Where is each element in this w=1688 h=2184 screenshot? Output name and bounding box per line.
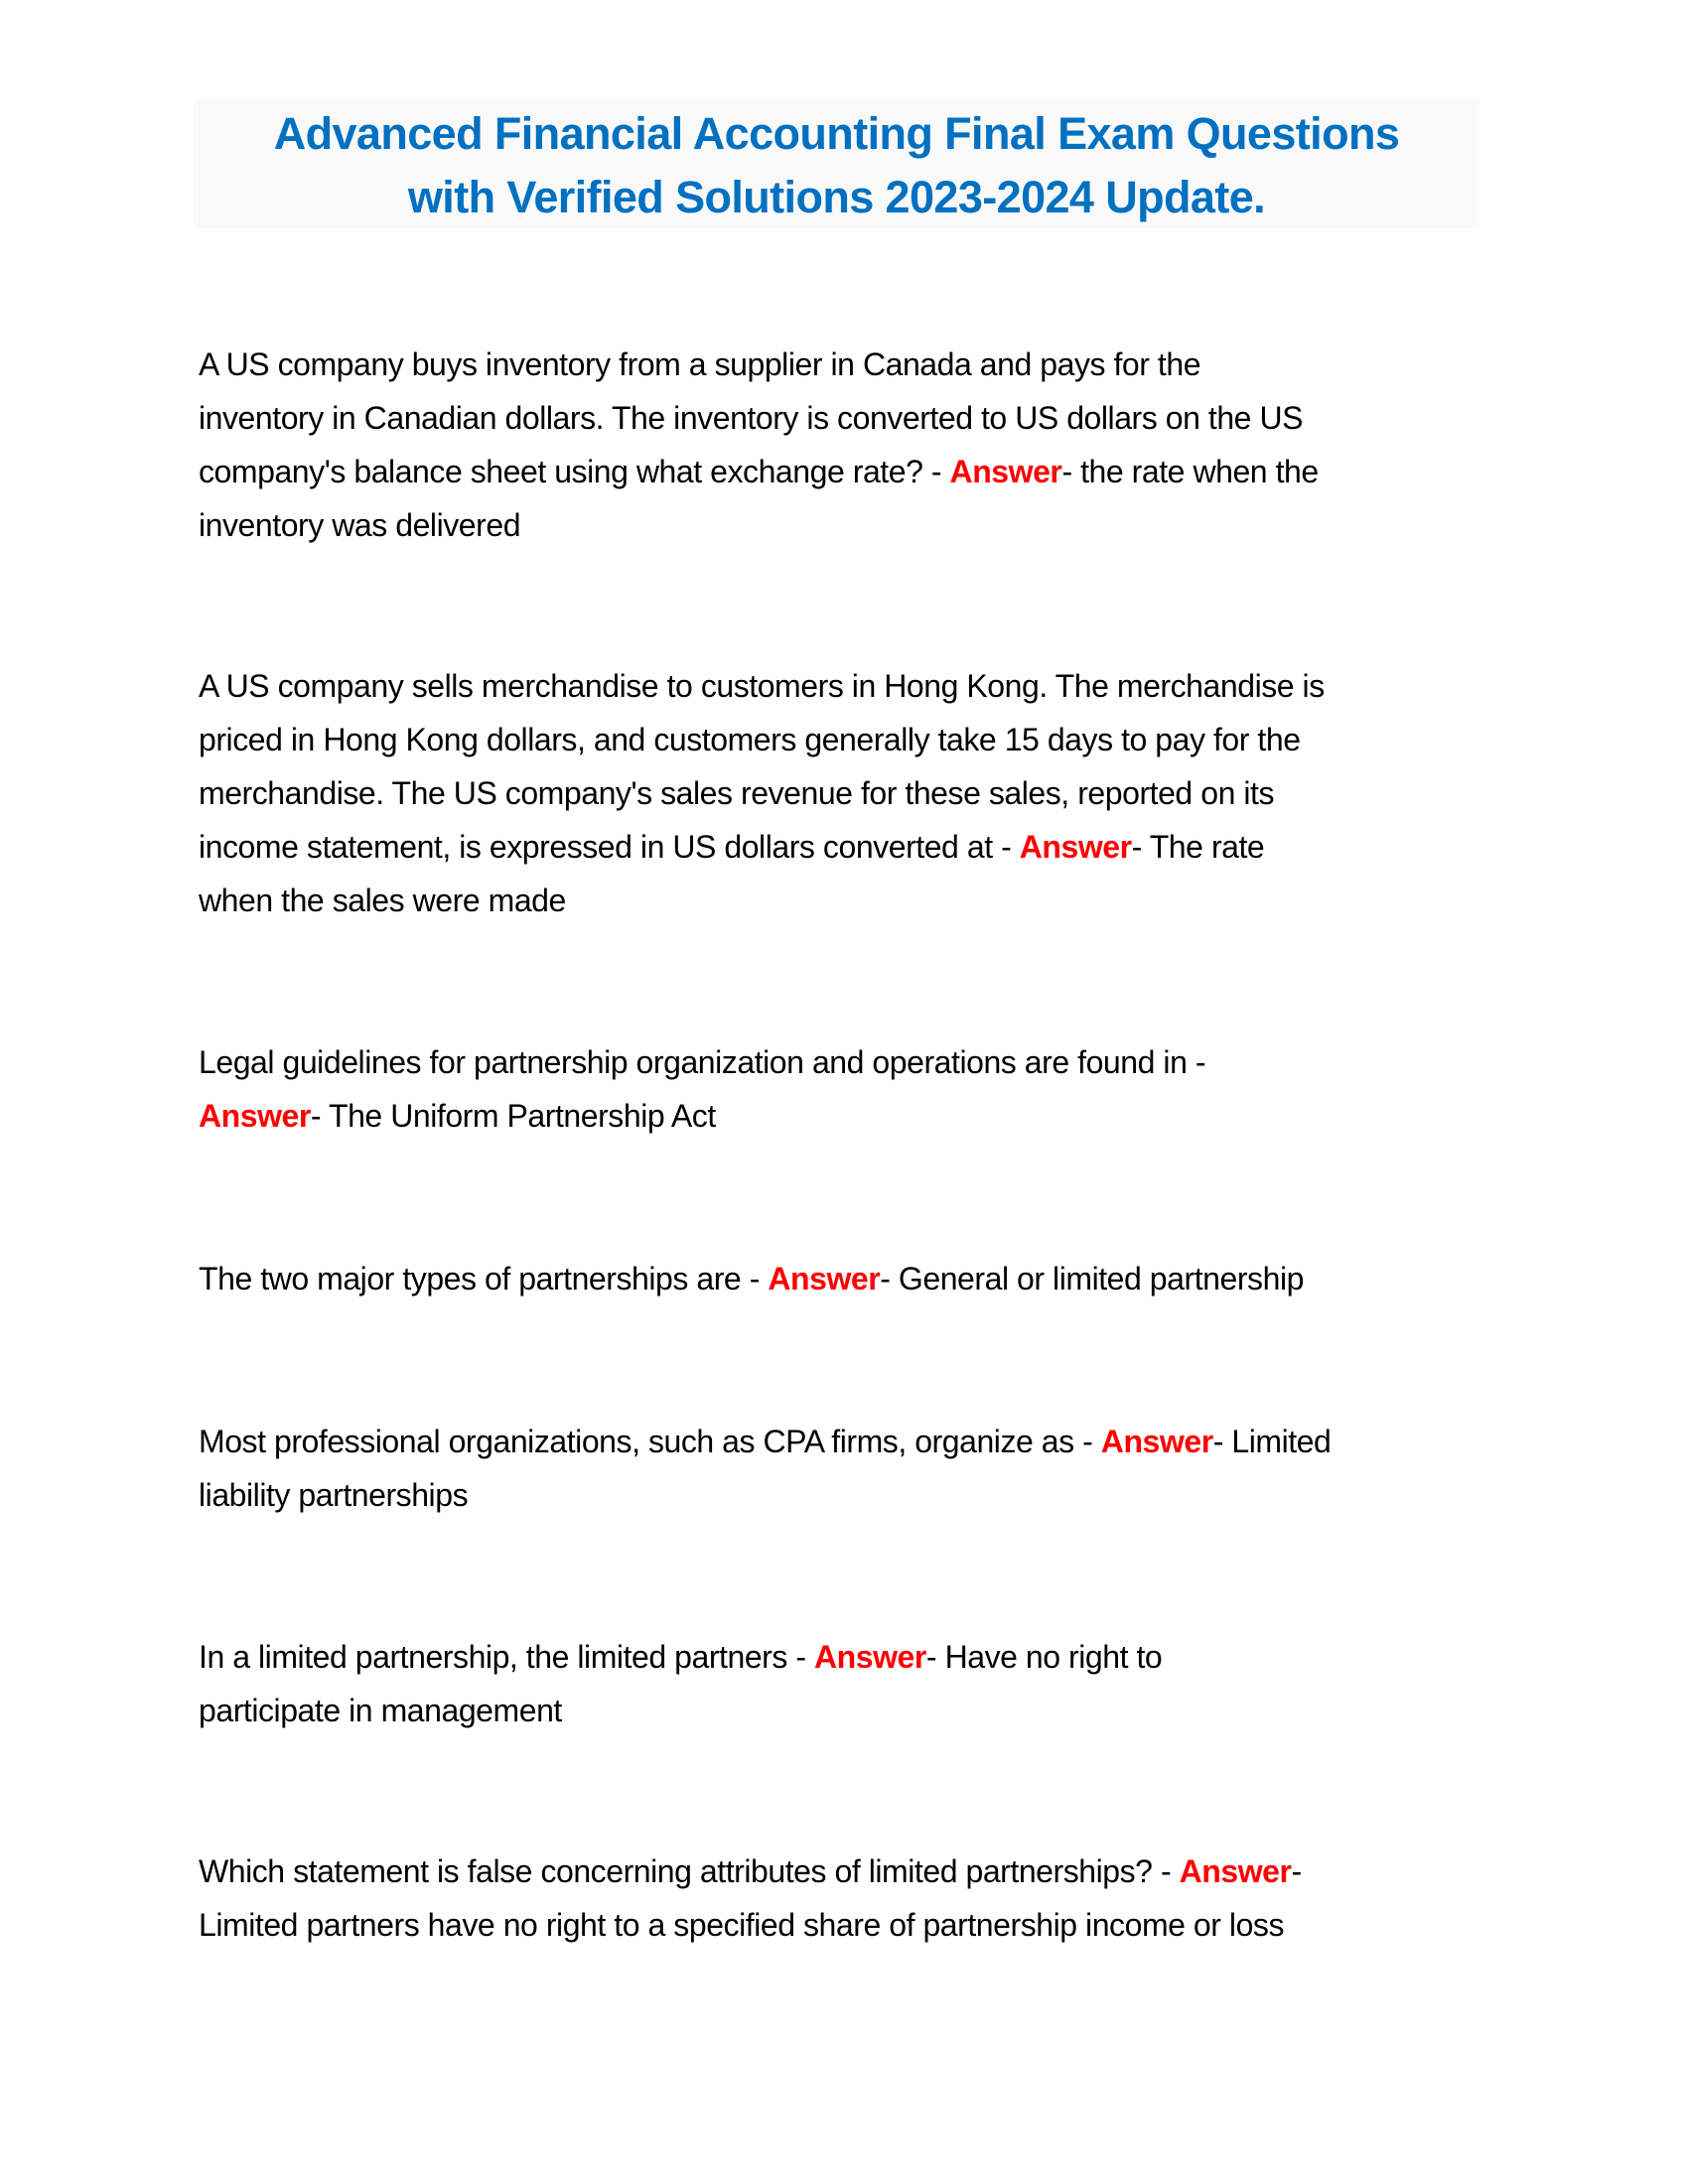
answer-text: - [1291, 1853, 1302, 1889]
qa-line [199, 820, 1489, 874]
qa-item-7 [199, 1844, 1489, 1952]
question-text: A US company sells merchandise to customers in Hong Kong. The merchandise is [199, 668, 1325, 704]
qa-item-4 [199, 1252, 1489, 1305]
question-text: Most professional organizations, such as CPA firms, organize as - [199, 1424, 1101, 1459]
qa-item-1 [199, 338, 1489, 552]
question-text: The two major types of partnerships are - [199, 1261, 769, 1297]
question-text: Legal guidelines for partnership organization and operations are found in - [199, 1044, 1206, 1080]
document-title-line-1: Advanced Financial Accounting Final Exam Questions [273, 108, 1400, 159]
answer-text: - General or limited partnership [880, 1261, 1304, 1297]
question-text: Which statement is false concerning attributes of limited partnerships? - [199, 1853, 1180, 1889]
answer-text: - Have no right to [925, 1639, 1163, 1675]
qa-line [199, 659, 1489, 713]
qa-item-5 [199, 1415, 1489, 1522]
answer-label: Answer [768, 1261, 881, 1297]
qa-item-2 [199, 659, 1489, 927]
question-text: priced in Hong Kong dollars, and customers generally take 15 days to pay for the [199, 722, 1301, 757]
answer-text: - The rate [1131, 829, 1265, 865]
document-title-box [194, 99, 1479, 228]
answer-label: Answer [1100, 1424, 1213, 1459]
answer-label: Answer [1179, 1853, 1292, 1889]
qa-line [199, 338, 1489, 391]
question-text: In a limited partnership, the limited partners - [199, 1639, 815, 1675]
answer-label: Answer [1019, 829, 1132, 865]
answer-text: inventory was delivered [199, 507, 521, 543]
qa-line [199, 1844, 1489, 1898]
qa-line [199, 445, 1489, 498]
qa-item-6 [199, 1630, 1489, 1737]
question-text: income statement, is expressed in US dollars converted at - [199, 829, 1020, 865]
question-text: A US company buys inventory from a supplier in Canada and pays for the [199, 346, 1201, 382]
answer-text: - The Uniform Partnership Act [310, 1098, 716, 1134]
answer-text: when the sales were made [199, 883, 566, 918]
answer-text: - the rate when the [1061, 454, 1319, 489]
question-text: company's balance sheet using what exchange rate? - [199, 454, 950, 489]
answer-label: Answer [949, 454, 1062, 489]
qa-line [199, 766, 1489, 820]
qa-line [199, 1035, 1489, 1089]
answer-label: Answer [814, 1639, 926, 1675]
question-text: merchandise. The US company's sales revenue for these sales, reported on its [199, 775, 1275, 811]
qa-line [199, 498, 1489, 552]
document-title-line-2: with Verified Solutions 2023-2024 Update. [407, 172, 1266, 222]
qa-line [199, 1252, 1489, 1305]
qa-line [199, 1630, 1489, 1684]
answer-text: participate in management [199, 1693, 562, 1728]
qa-line [199, 391, 1489, 445]
answer-label: Answer [199, 1098, 311, 1134]
qa-line [199, 1468, 1489, 1522]
answer-text: liability partnerships [199, 1477, 469, 1513]
answer-text: - Limited [1212, 1424, 1332, 1459]
qa-line [199, 874, 1489, 927]
qa-line [199, 1898, 1489, 1952]
qa-line [199, 713, 1489, 766]
answer-text: Limited partners have no right to a specified share of partnership income or loss [199, 1907, 1285, 1943]
qa-line [199, 1684, 1489, 1737]
qa-line [199, 1089, 1489, 1143]
question-text: inventory in Canadian dollars. The inventory is converted to US dollars on the US [199, 400, 1304, 436]
qa-line [199, 1415, 1489, 1468]
qa-item-3 [199, 1035, 1489, 1143]
